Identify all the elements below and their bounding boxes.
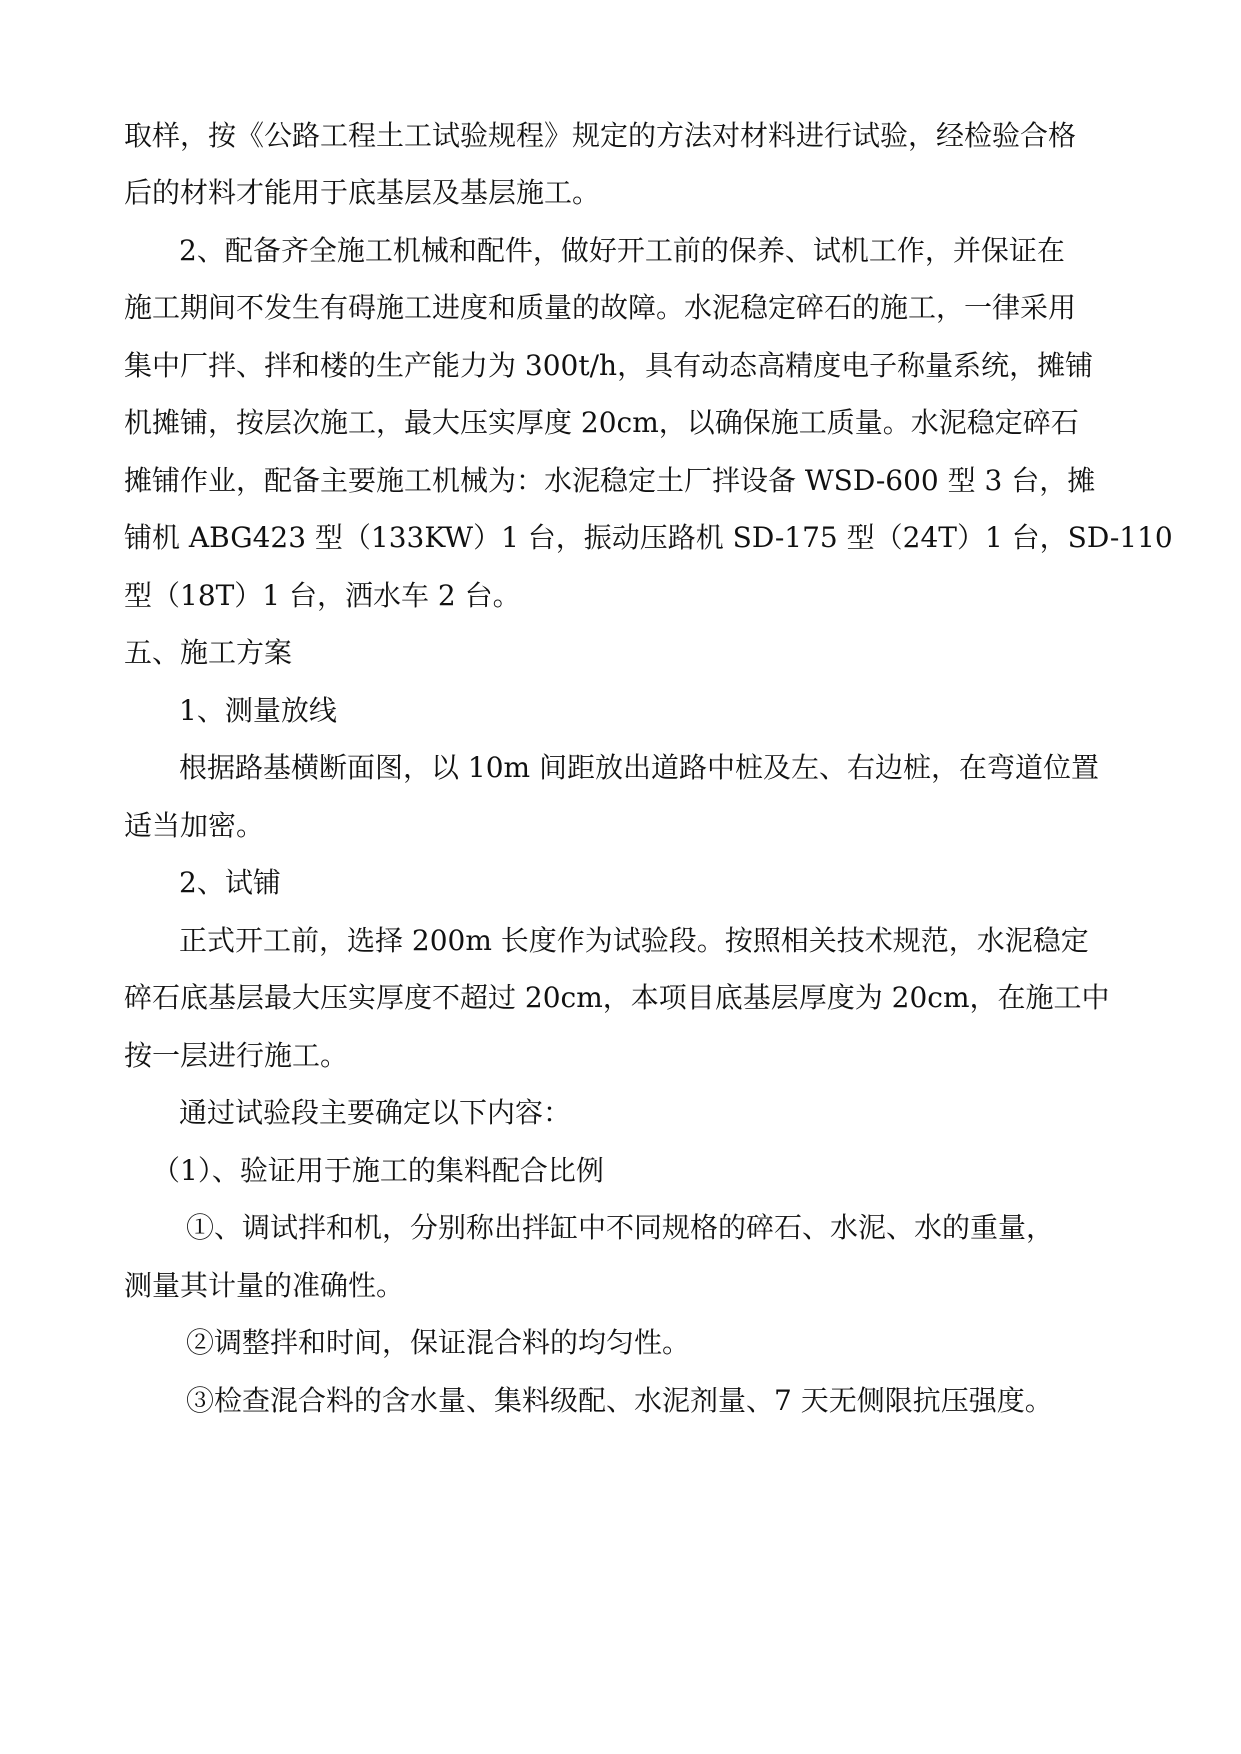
text-line: 型（18T）1 台，洒水车 2 台。 — [124, 579, 521, 612]
text-line: 后的材料才能用于底基层及基层施工。 — [124, 176, 601, 209]
text-line: 通过试验段主要确定以下内容： — [179, 1096, 572, 1129]
subsection-heading: 2、试铺 — [179, 866, 281, 899]
text-line: 取样，按《公路工程土工试验规程》规定的方法对材料进行试验，经检验合格 — [124, 119, 1077, 152]
text-line: 2、配备齐全施工机械和配件，做好开工前的保养、试机工作，并保证在 — [179, 234, 1065, 267]
list-item-heading: （1）、验证用于施工的集料配合比例 — [152, 1154, 604, 1187]
text-line: 集中厂拌、拌和楼的生产能力为 300t/h，具有动态高精度电子称量系统，摊铺 — [124, 349, 1094, 382]
text-line: 测量其计量的准确性。 — [124, 1269, 405, 1302]
text-line: 碎石底基层最大压实厚度不超过 20cm，本项目底基层厚度为 20cm，在施工中 — [124, 981, 1110, 1014]
text-line: 铺机 ABG423 型（133KW）1 台，振动压路机 SD-175 型（24T）1 台，SD-110 — [124, 521, 1173, 554]
text-line: 正式开工前，选择 200m 长度作为试验段。按照相关技术规范，水泥稳定 — [179, 924, 1089, 957]
section-heading: 五、施工方案 — [124, 636, 293, 669]
text-line: 施工期间不发生有碍施工进度和质量的故障。水泥稳定碎石的施工，一律采用 — [124, 291, 1077, 324]
list-item: ②调整拌和时间，保证混合料的均匀性。 — [186, 1326, 691, 1359]
subsection-heading: 1、测量放线 — [179, 694, 337, 727]
text-line: ①、调试拌和机，分别称出拌缸中不同规格的碎石、水泥、水的重量， — [186, 1211, 1055, 1244]
text-line: 按一层进行施工。 — [124, 1039, 349, 1072]
text-line: 适当加密。 — [124, 809, 265, 842]
text-line: 根据路基横断面图，以 10m 间距放出道路中桩及左、右边桩，在弯道位置 — [179, 751, 1099, 784]
text-line: 机摊铺，按层次施工，最大压实厚度 20cm，以确保施工质量。水泥稳定碎石 — [124, 406, 1079, 439]
list-item: ③检查混合料的含水量、集料级配、水泥剂量、7 天无侧限抗压强度。 — [186, 1384, 1053, 1417]
text-line: 摊铺作业，配备主要施工机械为：水泥稳定土厂拌设备 WSD-600 型 3 台，摊 — [124, 464, 1096, 497]
